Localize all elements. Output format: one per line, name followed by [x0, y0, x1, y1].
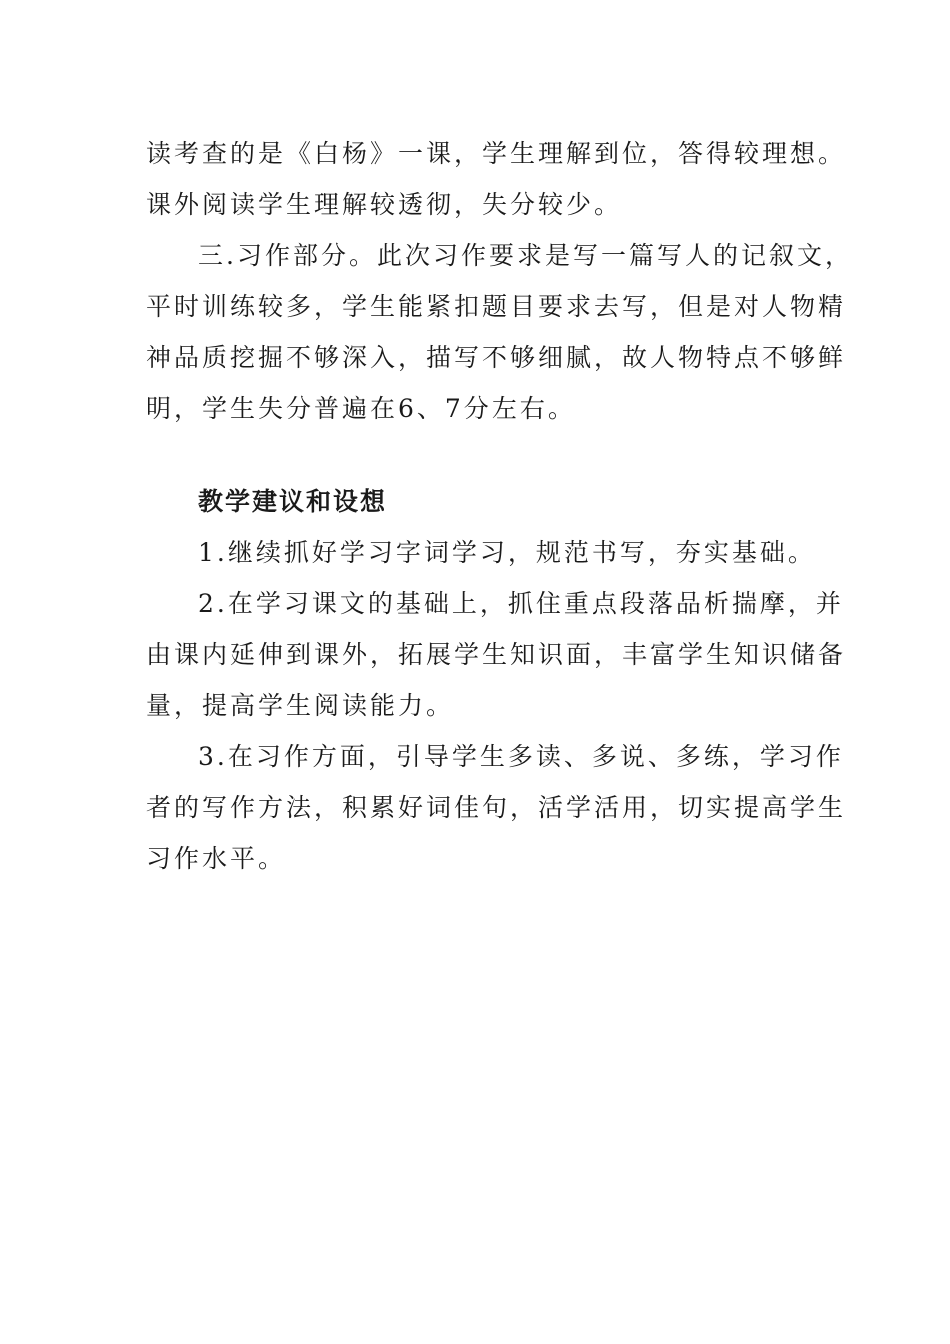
paragraph-spacer: [146, 434, 806, 476]
document-page: [146, 128, 853, 884]
suggestion-item: [146, 731, 847, 884]
text-line: 量，提高学生阅读能力。: [146, 691, 455, 720]
reading-paragraph: [146, 128, 847, 230]
suggestion-item: [146, 527, 816, 578]
writing-section-paragraph: [146, 230, 853, 434]
text-line: 平时训练较多，学生能紧扣题目要求去写，但是对人物精: [146, 292, 847, 321]
text-line: 明，学生失分普遍在6、7分左右。: [146, 394, 576, 423]
suggestion-item: [146, 578, 847, 731]
text-line: 读考查的是《白杨》一课，学生理解到位，答得较理想。: [146, 139, 847, 168]
text-line: 1.继续抓好学习字词学习，规范书写，夯实基础。: [198, 538, 816, 567]
text-line: 3.在习作方面，引导学生多读、多说、多练，学习作: [198, 742, 844, 771]
text-line: 三.习作部分。此次习作要求是写一篇写人的记叙文，: [198, 241, 853, 270]
text-line: 课外阅读学生理解较透彻，失分较少。: [146, 190, 623, 219]
text-line: 者的写作方法，积累好词佳句，活学活用，切实提高学生: [146, 793, 847, 822]
text-line: 习作水平。: [146, 844, 287, 873]
text-line: 2.在学习课文的基础上，抓住重点段落品析揣摩，并: [198, 589, 844, 618]
text-line: 神品质挖掘不够深入，描写不够细腻，故人物特点不够鲜: [146, 343, 847, 372]
text-line: 由课内延伸到课外，拓展学生知识面，丰富学生知识储备: [146, 640, 847, 669]
section-heading: 教学建议和设想: [198, 487, 388, 516]
